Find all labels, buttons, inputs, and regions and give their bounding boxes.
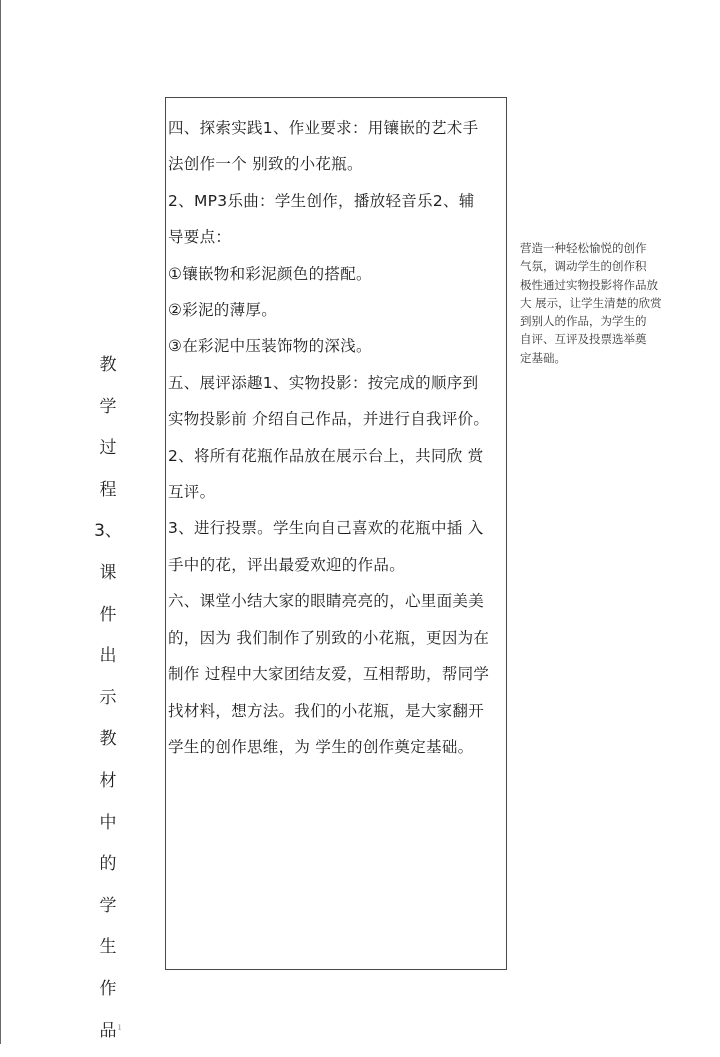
design-intent-note xyxy=(520,239,682,367)
main-text-line: ③在彩泥中压装饰物的深浅。 xyxy=(168,328,510,364)
left-column-char: 程 xyxy=(90,475,126,517)
main-text-line: 法创作一个 别致的小花瓶。 xyxy=(168,146,510,182)
side-note-line: 自评、互评及投票选举奠 xyxy=(520,330,682,348)
main-text-line: 手中的花，评出最爱欢迎的作品。 xyxy=(168,547,510,583)
left-column-char: 学 xyxy=(90,392,126,434)
left-column-label xyxy=(90,350,126,1057)
left-column-char: 作 xyxy=(90,974,126,1016)
side-note-line: 极性通过实物投影将作品放 xyxy=(520,276,682,294)
main-text-line: 的，因为 我们制作了别致的小花瓶，更因为在 xyxy=(168,620,510,656)
main-text-line: 互评。 xyxy=(168,474,510,510)
side-note-line: 到别人的作品，为学生的 xyxy=(520,312,682,330)
main-text-line: 导要点： xyxy=(168,219,510,255)
main-text-line: 实物投影前 介绍自己作品，并进行自我评价。 xyxy=(168,401,510,437)
main-text-line: ②彩泥的薄厚。 xyxy=(168,292,510,328)
main-text-line: 找材料，想方法。我们的小花瓶，是大家翻开 xyxy=(168,693,510,729)
side-note-line: 气氛，调动学生的创作积 xyxy=(520,257,682,275)
main-text-line: 2、MP3乐曲：学生创作，播放轻音乐2、辅 xyxy=(168,183,510,219)
left-column-char: 教 xyxy=(90,350,126,392)
left-column-char: 材 xyxy=(90,766,126,808)
main-text-line: ①镶嵌物和彩泥颜色的搭配。 xyxy=(168,256,510,292)
left-column-char: 课 xyxy=(90,558,126,600)
main-text-line: 3、进行投票。学生向自己喜欢的花瓶中插 入 xyxy=(168,510,510,546)
main-text-line: 四、探索实践1、作业要求：用镶嵌的艺术手 xyxy=(168,110,510,146)
left-column-char: 学 xyxy=(90,891,126,933)
main-content-text xyxy=(168,110,510,765)
main-text-line: 2、将所有花瓶作品放在展示台上，共同欣 赏 xyxy=(168,438,510,474)
side-note-line: 大 展示，让学生清楚的欣赏 xyxy=(520,294,682,312)
side-note-line: 营造一种轻松愉悦的创作 xyxy=(520,239,682,257)
left-column-char: 件 xyxy=(90,600,126,642)
page-left-edge xyxy=(0,0,1,1044)
left-column-char: 过 xyxy=(90,433,126,475)
left-column-char: 出 xyxy=(90,641,126,683)
left-column-char: 3、 xyxy=(90,516,126,558)
left-column-char: 生 xyxy=(90,932,126,974)
main-text-line: 六、课堂小结大家的眼睛亮亮的，心里面美美 xyxy=(168,583,510,619)
left-column-char: 示 xyxy=(90,683,126,725)
page-mark: ı xyxy=(118,1022,121,1033)
left-column-char: 中 xyxy=(90,808,126,850)
main-text-line: 五、展评添趣1、实物投影：按完成的顺序到 xyxy=(168,365,510,401)
main-text-line: 制作 过程中大家团结友爱，互相帮助，帮同学 xyxy=(168,656,510,692)
left-column-char: 品 xyxy=(90,1016,126,1057)
left-column-char: 教 xyxy=(90,724,126,766)
left-column-char: 的 xyxy=(90,849,126,891)
side-note-line: 定基础。 xyxy=(520,349,682,367)
main-text-line: 学生的创作思维，为 学生的创作奠定基础。 xyxy=(168,729,510,765)
